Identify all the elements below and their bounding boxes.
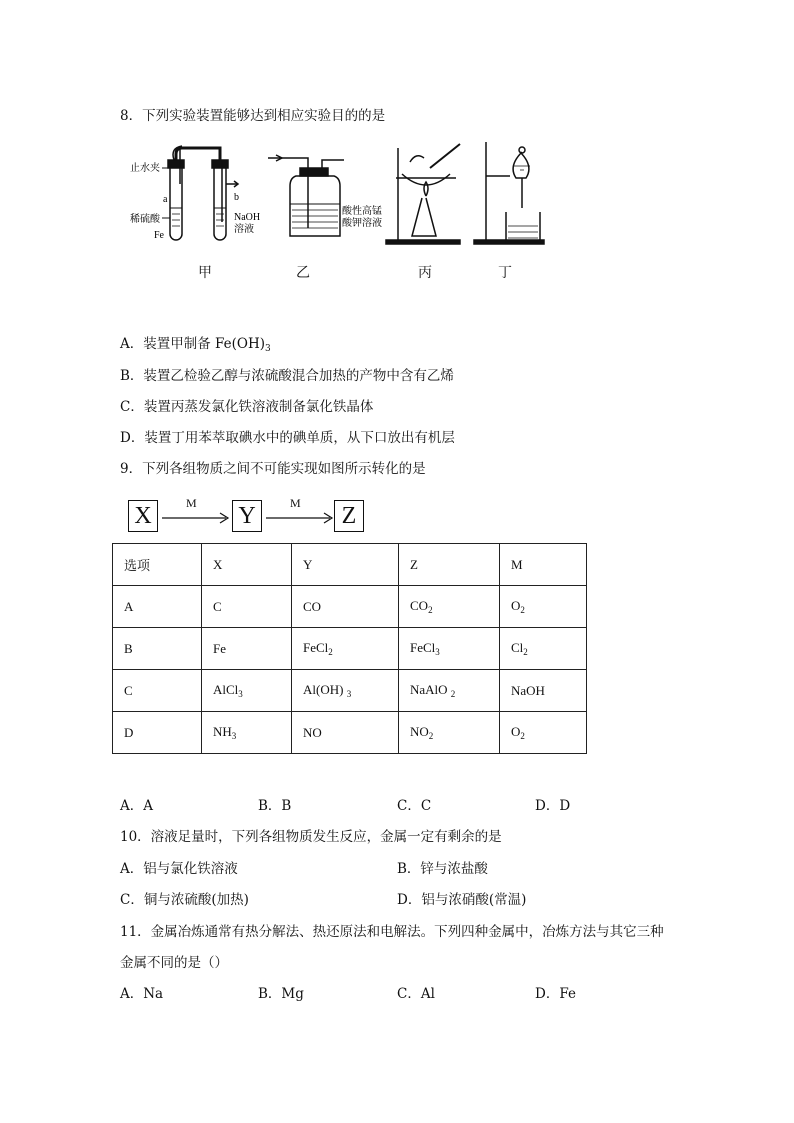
caption-yi: 乙 [296,265,310,281]
q8-option-a: A．装置甲制备 $Fe(OH)_3$ [120,336,271,354]
svg-text:b: b [234,192,239,203]
q8-option-b: B．装置乙检验乙醇与浓硫酸混合加热的产物中含有乙烯 [120,368,454,384]
q10-option-c: C．铜与浓硫酸(加热) [120,892,249,908]
svg-text:溶液: 溶液 [234,224,254,235]
q11-option-a: A．Na [120,986,164,1002]
clip-label: 止水夹 [130,163,160,174]
q11-option-c: C．Al [397,986,435,1002]
box-y: Y [232,500,262,532]
conversion-chain [128,496,368,534]
q11-option-b: B．Mg [258,986,304,1002]
q8-apparatus-figure [130,138,690,253]
caption-jia: 甲 [198,265,212,281]
q10-stem: 10．溶液足量时，下列各组物质发生反应，金属一定有剩余的是 [120,829,502,845]
arrow-label-m2: M [290,496,301,510]
svg-text:a: a [163,194,168,205]
q11-stem-line1: 11．金属冶炼通常有热分解法、热还原法和电解法。下列四种金属中，冶炼方法与其它三种 [120,924,664,940]
apparatus-ding [474,142,544,244]
caption-bing: 丙 [418,265,432,281]
q9-answer-c: C．C [397,798,432,814]
options-table [112,543,587,754]
q11-stem-line2: 金属不同的是（） [120,955,228,971]
svg-text:酸钾溶液: 酸钾溶液 [342,218,382,229]
apparatus-yi [268,155,344,236]
box-x: X [128,500,158,532]
q10-option-d: D．铝与浓硝酸(常温) [397,892,527,908]
table-row: C AlCl$_3$ Al(OH) $_3$ NaAlO $_2$ NaOH [113,670,587,712]
q9-stem: 9．下列各组物质之间不可能实现如图所示转化的是 [120,461,426,477]
apparatus-jia [168,146,238,240]
svg-text:酸性高锰: 酸性高锰 [342,206,382,217]
q10-option-a: A．铝与氯化铁溶液 [120,861,238,877]
svg-text:稀硫酸: 稀硫酸 [130,214,160,225]
table-header-row: 选项 X Y Z M [113,544,587,586]
arrow-2 [264,500,336,534]
table-row: D $NH_3$ NO $NO_2$ $O_2$ [113,712,587,754]
table-row: B Fe FeCl$_2$ FeCl$_3$ $Cl_2$ [113,628,587,670]
q9-answer-a: A．A [120,798,153,814]
q8-option-d: D．装置丁用苯萃取碘水中的碘单质，从下口放出有机层 [120,430,455,446]
box-z: Z [334,500,364,532]
caption-ding: 丁 [498,265,512,281]
table-row: A C CO $CO_2$ $O_2$ [113,586,587,628]
q10-option-b: B．锌与浓盐酸 [397,861,488,877]
q11-option-d: D．Fe [535,986,576,1002]
arrow-label-m1: M [186,496,197,510]
apparatus-bing [386,144,460,244]
q9-answer-b: B．B [258,798,292,814]
q8-option-c: C．装置丙蒸发氯化铁溶液制备氯化铁晶体 [120,399,374,415]
q9-answer-d: D．D [535,798,571,814]
q8-stem: 8．下列实验装置能够达到相应实验目的的是 [120,108,386,124]
svg-text:NaOH: NaOH [234,212,261,223]
arrow-1 [160,500,232,534]
svg-text:Fe: Fe [154,230,164,241]
